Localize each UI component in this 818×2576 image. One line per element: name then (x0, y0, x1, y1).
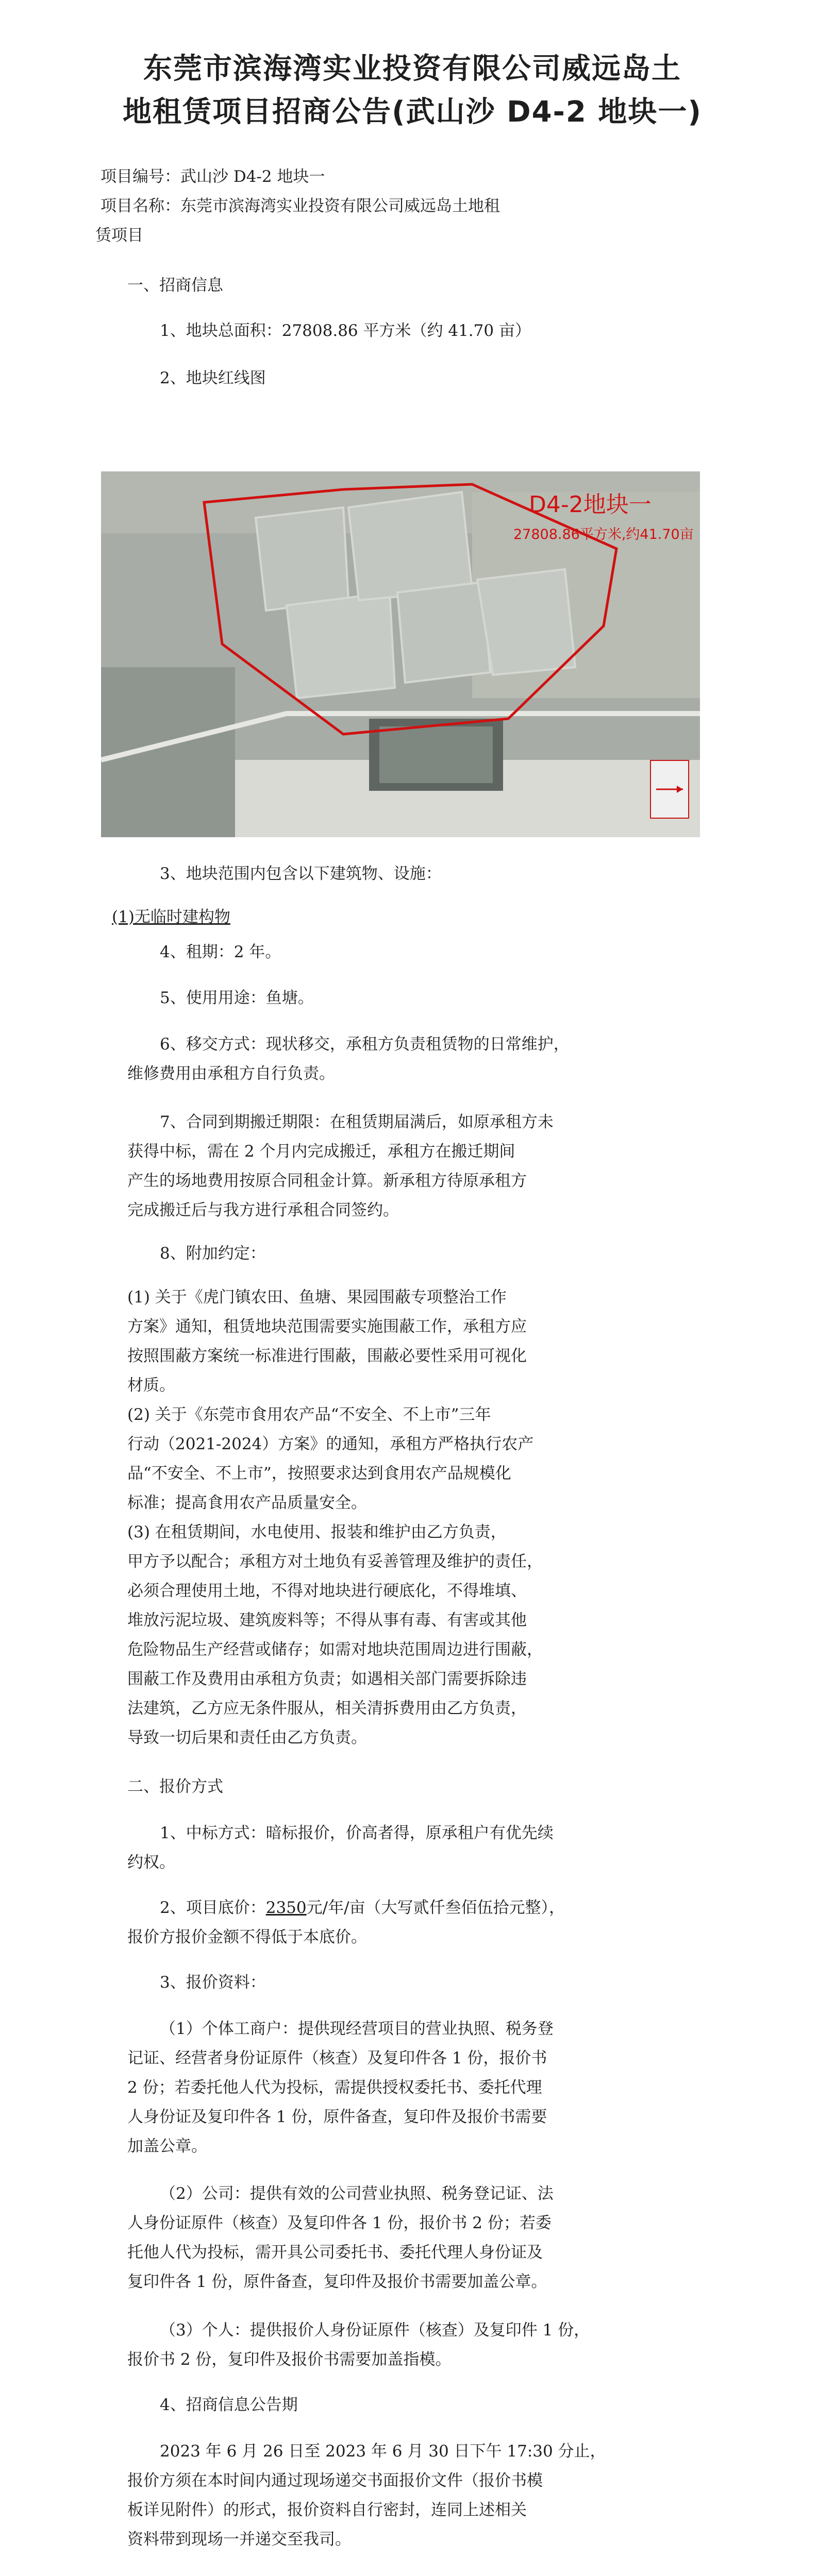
docs-line: 人身份证及复印件各 1 份，原件备查，复印件及报价书需要 (127, 2108, 547, 2126)
project-name-line-1: 项目名称：东莞市滨海湾实业投资有限公司威远岛土地租 (101, 197, 500, 215)
docs-line: 2 份；若委托他人代为投标，需提供授权委托书、委托代理 (127, 2078, 542, 2097)
exit-line-2: 获得中标，需在 2 个月内完成搬迁，承租方在搬迁期间 (127, 1142, 515, 1161)
extra-term-line: 法建筑，乙方应无条件服从，相关清拆费用由乙方负责， (127, 1699, 527, 1718)
title-line-2: 地租赁项目招商公告(武山沙 D4-2 地块一) (123, 95, 702, 129)
exit-line-1: 7、合同到期搬迁期限：在租赁期届满后，如原承租方未 (160, 1113, 554, 1131)
handover-line-1: 6、移交方式：现状移交，承租方负责租赁物的日常维护， (160, 1035, 570, 1054)
deposit-heading (160, 2571, 804, 2576)
period-line: 2023 年 6 月 26 日至 2023 年 6 月 30 日下午 17:30 分止， (160, 2442, 606, 2461)
period-line: 报价方须在本时间内通过现场递交书面报价文件（报价书模 (127, 2471, 543, 2490)
plot-area: 1、地块总面积：27808.86 平方米（约 41.70 亩） (160, 321, 531, 340)
extra-term-line: 导致一切后果和责任由乙方负责。 (127, 1728, 367, 1747)
section-1-heading: 一、招商信息 (127, 276, 223, 295)
docs-line: 托他人代为投标，需开具公司委托书、委托代理人身份证及 (127, 2243, 543, 2262)
extra-term-line: (2) 关于《东莞市食用农产品“不安全、不上市”三年 (127, 1405, 491, 1424)
exit-line-3: 产生的场地费用按原合同租金计算。新承租方待原承租方 (127, 1172, 527, 1190)
section-2-heading: 二、报价方式 (127, 1777, 223, 1796)
period-heading: 4、招商信息公告期 (160, 2396, 298, 2414)
extra-term-line: 行动（2021-2024）方案》的通知，承租方严格执行农产 (127, 1435, 534, 1453)
winner-line-1: 1、中标方式：暗标报价，价高者得，原承租户有优先续 (160, 1824, 554, 1842)
winner-line-2: 约权。 (127, 1853, 175, 1872)
map-plot-label: D4-2地块一 (529, 492, 652, 518)
exit-line-4: 完成搬迁后与我方进行承租合同签约。 (127, 1201, 399, 1219)
map-plot-area-label: 27808.86平方米,约41.70亩 (513, 527, 694, 543)
extra-term-line: (1) 关于《虎门镇农田、鱼塘、果园围蔽专项整治工作 (127, 1288, 507, 1307)
docs-line: 记证、经营者身份证原件（核查）及复印件各 1 份，报价书 (127, 2049, 547, 2067)
period-line: 资料带到现场一并递交至我司。 (127, 2530, 351, 2549)
project-name-line-2: 赁项目 (95, 226, 143, 245)
project-number: 项目编号：武山沙 D4-2 地块一 (101, 167, 325, 186)
docs-heading: 3、报价资料： (160, 1973, 266, 1992)
extra-term-line: 必须合理使用土地，不得对地块进行硬底化，不得堆填、 (127, 1582, 527, 1600)
redline-map-heading: 2、地块红线图 (160, 369, 266, 387)
base-price-line (160, 1893, 804, 1923)
docs-line: 复印件各 1 份，原件备查，复印件及报价书需要加盖公章。 (127, 2273, 547, 2291)
docs-line: 人身份证原件（核查）及复印件各 1 份，报价书 2 份；若委 (127, 2214, 552, 2232)
docs-line: （3）个人：提供报价人身份证原件（核查）及复印件 1 份， (160, 2321, 590, 2340)
base-price-prefix: 2、项目底价： (160, 1899, 266, 1917)
buildings-item: (1)无临时建构物 (112, 908, 230, 926)
extra-term-line: 堆放污泥垃圾、建筑废料等；不得从事有毒、有害或其他 (127, 1611, 527, 1630)
docs-line: 报价书 2 份，复印件及报价书需要加盖指模。 (127, 2350, 452, 2369)
extra-term-line: 标准；提高食用农产品质量安全。 (127, 1494, 367, 1512)
period-line: 板详见附件）的形式，报价资料自行密封，连同上述相关 (127, 2501, 527, 2519)
docs-line: 加盖公章。 (127, 2137, 207, 2156)
map-compass-panel (650, 760, 689, 819)
title-line-1: 东莞市滨海湾实业投资有限公司威远岛土 (143, 52, 681, 86)
docs-line: （2）公司：提供有效的公司营业执照、税务登记证、法 (160, 2184, 554, 2203)
extra-term-line: (3) 在租赁期间，水电使用、报装和维护由乙方负责， (127, 1523, 507, 1541)
handover-line-2: 维修费用由承租方自行负责。 (127, 1064, 335, 1083)
extra-term-line: 方案》通知，租赁地块范围需要实施围蔽工作，承租方应 (127, 1317, 527, 1336)
base-price-value: 2350 (265, 1899, 307, 1917)
extra-term-line: 材质。 (127, 1376, 175, 1395)
docs-line: （1）个体工商户：提供现经营项目的营业执照、税务登 (160, 2020, 554, 2038)
base-price-suffix: 元/年/亩（大写贰仟叁佰伍拾元整）， (306, 1899, 565, 1917)
extra-term-line: 品“不安全、不上市”，按照要求达到食用农产品规模化 (127, 1464, 511, 1483)
compass-icon (651, 761, 688, 818)
extra-terms-heading: 8、附加约定： (160, 1244, 266, 1263)
lease-term: 4、租期：2 年。 (160, 943, 281, 961)
extra-term-line: 围蔽工作及费用由承租方负责；如遇相关部门需要拆除违 (127, 1670, 527, 1688)
redline-map (101, 471, 700, 837)
base-price-line-2: 报价方报价金额不得低于本底价。 (127, 1928, 367, 1946)
buildings-heading: 3、地块范围内包含以下建筑物、设施： (160, 865, 442, 883)
usage: 5、使用用途：鱼塘。 (160, 989, 314, 1007)
extra-term-line: 甲方予以配合；承租方对土地负有妥善管理及维护的责任， (127, 1552, 543, 1571)
extra-term-line: 危险物品生产经营或储存；如需对地块范围周边进行围蔽， (127, 1640, 543, 1659)
extra-term-line: 按照围蔽方案统一标准进行围蔽，围蔽必要性采用可视化 (127, 1347, 527, 1365)
